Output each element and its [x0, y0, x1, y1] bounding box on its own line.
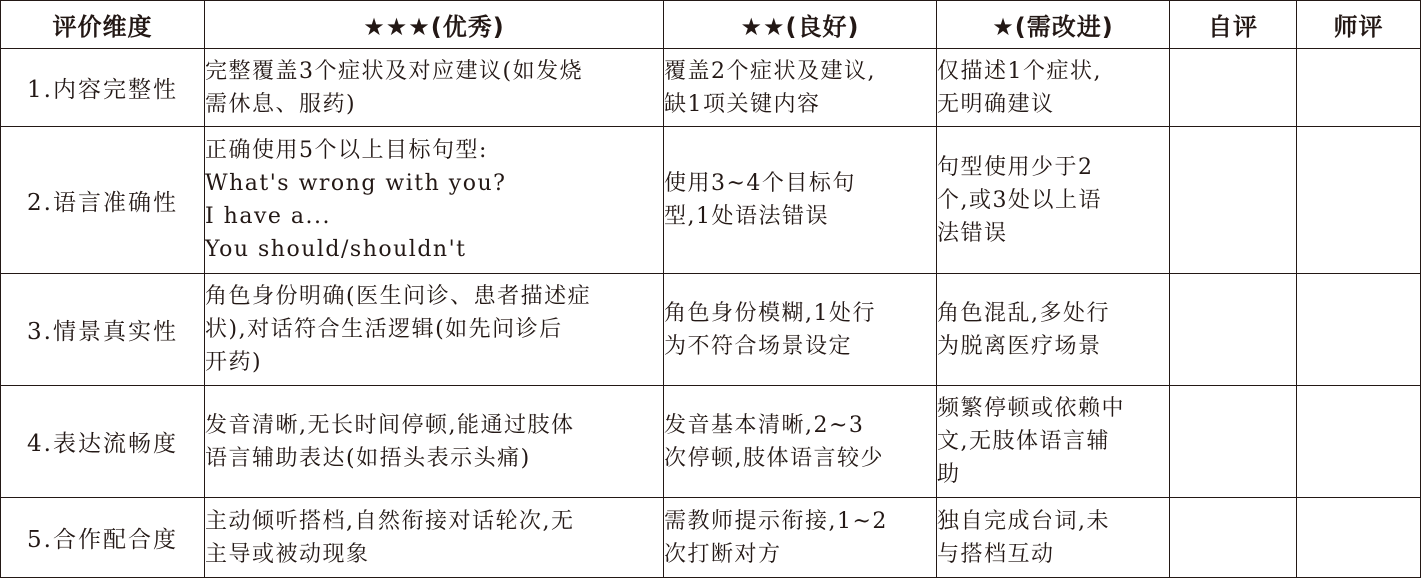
good-cell	[664, 49, 937, 127]
cell-line: 个,或3处以上语	[937, 187, 1102, 213]
self-assessment-cell[interactable]	[1170, 386, 1297, 498]
table-row	[1, 49, 1421, 127]
header-excellent: ★★★(优秀)	[205, 1, 664, 49]
cell-line: 句型使用少于2	[937, 154, 1094, 180]
cell-line: 文,无肢体语言辅	[937, 429, 1110, 454]
self-assessment-cell[interactable]	[1170, 49, 1297, 127]
header-self-assessment: 自评	[1170, 1, 1297, 49]
cell-line: 次停顿,肢体语言较少	[664, 445, 884, 471]
good-cell	[664, 274, 937, 386]
cell-line: 发音基本清晰,2~3	[664, 412, 865, 438]
cell-line: I have a...	[205, 204, 332, 229]
excellent-cell	[205, 49, 664, 127]
teacher-assessment-cell[interactable]	[1297, 386, 1421, 498]
cell-line: You should/shouldn't	[205, 237, 467, 262]
cell-line: 使用3~4个目标句	[664, 171, 856, 196]
teacher-assessment-cell[interactable]	[1297, 49, 1421, 127]
good-cell	[664, 386, 937, 498]
excellent-cell	[205, 274, 664, 386]
good-cell	[664, 498, 937, 578]
cell-line: 仅描述1个症状,	[937, 58, 1102, 84]
needs-improvement-cell	[937, 127, 1170, 274]
cell-line: 语言辅助表达(如捂头表示头痛)	[205, 445, 531, 471]
cell-line: 主导或被动现象	[205, 541, 370, 567]
cell-line: 为不符合场景设定	[664, 333, 853, 359]
good-cell	[664, 127, 937, 274]
cell-line: 次打断对方	[664, 541, 782, 567]
teacher-assessment-cell[interactable]	[1297, 274, 1421, 386]
self-assessment-cell[interactable]	[1170, 127, 1297, 274]
table-row	[1, 498, 1421, 578]
needs-improvement-cell	[937, 274, 1170, 386]
cell-line: 型,1处语法错误	[664, 204, 829, 229]
needs-improvement-cell	[937, 386, 1170, 498]
dimension-cell: 3.情景真实性	[1, 274, 205, 386]
cell-line: 法错误	[937, 220, 1008, 246]
self-assessment-cell[interactable]	[1170, 498, 1297, 578]
self-assessment-cell[interactable]	[1170, 274, 1297, 386]
excellent-cell	[205, 127, 664, 274]
header-good: ★★(良好)	[664, 1, 937, 49]
table-row	[1, 274, 1421, 386]
needs-improvement-cell	[937, 49, 1170, 127]
cell-line: 主动倾听搭档,自然衔接对话轮次,无	[205, 508, 575, 534]
cell-line: What's wrong with you?	[205, 171, 507, 196]
cell-line: 正确使用5个以上目标句型:	[205, 138, 488, 163]
teacher-assessment-cell[interactable]	[1297, 498, 1421, 578]
excellent-cell	[205, 386, 664, 498]
cell-line: 覆盖2个症状及建议,	[664, 58, 876, 84]
table-row	[1, 127, 1421, 274]
cell-line: 角色身份明确(医生问诊、患者描述症	[205, 284, 592, 309]
cell-line: 角色混乱,多处行	[937, 300, 1110, 326]
header-teacher-assessment: 师评	[1297, 1, 1421, 49]
teacher-assessment-cell[interactable]	[1297, 127, 1421, 274]
cell-line: 助	[937, 462, 961, 487]
cell-line: 需教师提示衔接,1~2	[664, 508, 888, 534]
cell-line: 无明确建议	[937, 91, 1055, 117]
cell-line: 需休息、服药)	[205, 91, 357, 117]
header-dimension: 评价维度	[1, 1, 205, 49]
table-row	[1, 386, 1421, 498]
dimension-cell: 2.语言准确性	[1, 127, 205, 274]
excellent-cell	[205, 498, 664, 578]
cell-line: 频繁停顿或依赖中	[937, 396, 1126, 421]
cell-line: 开药)	[205, 350, 263, 375]
needs-improvement-cell	[937, 498, 1170, 578]
cell-line: 与搭档互动	[937, 541, 1055, 567]
header-needs-improvement: ★(需改进)	[937, 1, 1170, 49]
dimension-cell: 5.合作配合度	[1, 498, 205, 578]
cell-line: 状),对话符合生活逻辑(如先问诊后	[205, 317, 563, 342]
header-row	[1, 1, 1421, 49]
dimension-cell: 4.表达流畅度	[1, 386, 205, 498]
cell-line: 为脱离医疗场景	[937, 333, 1102, 359]
cell-line: 独自完成台词,未	[937, 508, 1110, 534]
cell-line: 角色身份模糊,1处行	[664, 300, 876, 326]
cell-line: 缺1项关键内容	[664, 91, 821, 117]
cell-line: 发音清晰,无长时间停顿,能通过肢体	[205, 412, 575, 438]
cell-line: 完整覆盖3个症状及对应建议(如发烧	[205, 58, 584, 84]
dimension-cell: 1.内容完整性	[1, 49, 205, 127]
